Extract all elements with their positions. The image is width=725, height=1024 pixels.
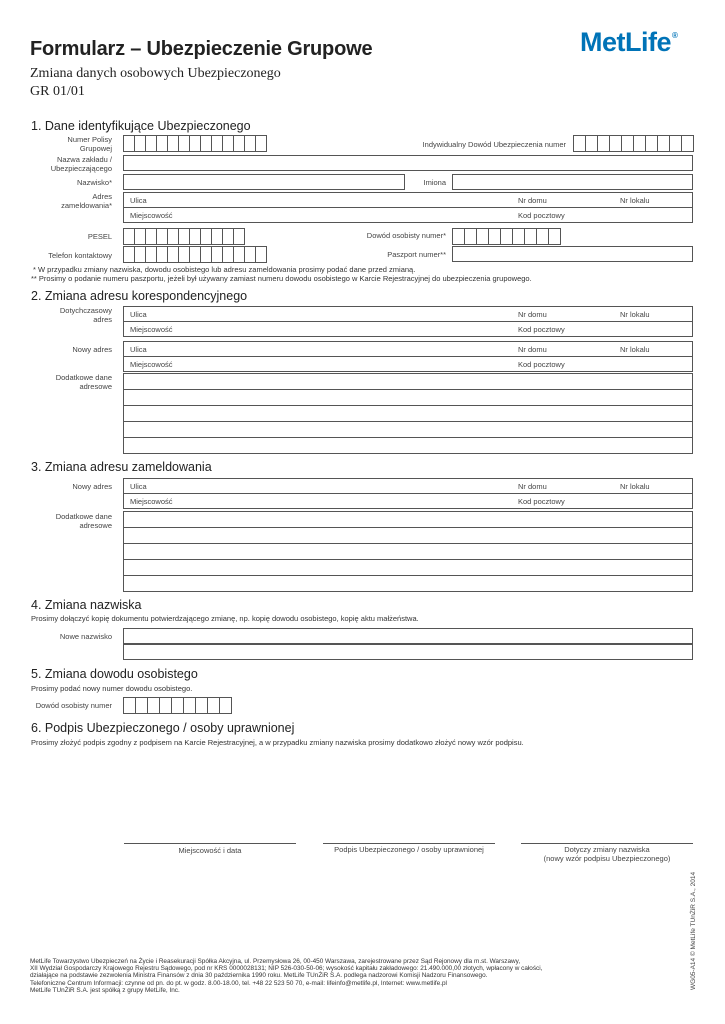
footer-line: XII Wydział Gospodarczy Krajowego Rejestru Sądowego, pod nr KRS 0000028131; NIP 526-030-50-06; wysokość kapitału zakładowego: 21.490.000,00 złotych, wpłacony w całości, [30,965,543,973]
extra-address-row[interactable] [123,527,693,544]
city-row[interactable] [123,356,693,372]
phone-cell[interactable] [255,246,267,263]
section3-heading: 3. Zmiana adresu zameldowania [31,460,212,474]
city-row[interactable] [123,321,693,337]
insured-signature-line[interactable] [323,843,495,844]
footer-line: MetLife TUnŻiR S.A. jest spółką z grupy MetLife, Inc. [30,986,180,994]
house-number-label: Nr domu [518,196,547,205]
registered-address-label [30,192,112,210]
city-row[interactable] [123,493,693,509]
note-2: ** Prosimy o podanie numeru paszportu, jeżeli był używany zamiast numeru dowodu osobistego w Karcie Rejestracyjnej do ubezpieczenia grupowego. [31,274,532,283]
policy-number-cell[interactable] [255,135,267,152]
section1-heading: 1. Dane identyfikujące Ubezpieczonego [31,119,251,133]
extra-address-row[interactable] [123,421,693,438]
section6-instruction: Prosimy złożyć podpis zgodny z podpisem na Karcie Rejestracyjnej, a w przypadku zmiany nazwiska prosimy dodatkowo złożyć nowy wzór podpisu. [31,738,524,747]
flat-number-label: Nr lokalu [620,482,650,491]
new-corr-address-label: Nowy adres [72,345,112,354]
section6-heading: 6. Podpis Ubezpieczonego / osoby uprawnionej [31,721,295,735]
page-subtitle [30,65,281,101]
label-line: adresowe [79,382,112,391]
extra-address-row[interactable] [123,511,693,528]
individual-id-label: Indywidualny Dowód Ubezpieczenia numer [422,140,566,149]
section2-heading: 2. Zmiana adresu korespondencyjnego [31,289,248,303]
postal-code-label: Kod pocztowy [518,325,565,334]
extra-address-row[interactable] [123,543,693,560]
city-label: Miejscowość [130,325,173,334]
section4-heading: 4. Zmiana nazwiska [31,598,142,612]
extra-address-row[interactable] [123,373,693,390]
section5-instruction: Prosimy podać nowy numer dowodu osobistego. [31,684,193,693]
logo-text: MetLife [580,27,671,57]
subtitle-line: Zmiana danych osobowych Ubezpieczonego [30,66,281,81]
extra-address-row[interactable] [123,405,693,422]
street-label: Ulica [130,345,147,354]
street-row[interactable] [123,306,693,322]
id-card-label: Dowód osobisty numer* [366,231,446,240]
page-title: Formularz – Ubezpieczenie Grupowe [30,38,373,60]
footer-line: MetLife Towarzystwo Ubezpieczeń na Życie i Reasekuracji Spółka Akcyjna, ul. Przemysłowa 26, 00-450 Warszawa, zarejestrowane przez Sąd Rejonowy dla m.st. Warszawy, [30,958,521,965]
company-name-field[interactable] [123,155,693,171]
label-line: Adres [92,192,112,201]
label-line: Grupowej [79,144,112,153]
logo-registered-mark: ® [672,31,678,40]
phone-label: Telefon kontaktowy [48,251,112,260]
flat-number-label: Nr lokalu [620,345,650,354]
new-surname-label: Nowe nazwisko [59,632,112,641]
street-label: Ulica [130,482,147,491]
city-row[interactable] [123,207,693,223]
insured-signature-label: Podpis Ubezpieczonego / osoby uprawnionej [334,845,484,854]
city-label: Miejscowość [130,360,173,369]
house-number-label: Nr domu [518,482,547,491]
new-id-label: Dowód osobisty numer [35,701,112,710]
label-line: Nazwa zakładu / [56,155,112,164]
surname-label: Nazwisko* [76,178,112,187]
new-signature-line[interactable] [521,843,693,844]
label-line: zameldowania* [61,201,112,210]
reg-extra-label [30,512,112,530]
postal-code-label: Kod pocztowy [518,497,565,506]
first-name-field[interactable] [452,174,693,190]
form-code: GR 01/01 [30,84,85,99]
passport-field[interactable] [452,246,693,262]
id-card-cell[interactable] [548,228,561,245]
city-label: Miejscowość [130,211,173,220]
street-row[interactable] [123,341,693,357]
label-line: Dotyczy zmiany nazwiska [564,845,650,854]
form-code-vertical: WG05-A14 © MetLife TUnŻiR S.A., 2014 [690,871,697,990]
house-number-label: Nr domu [518,310,547,319]
label-line: Dotychczasowy [59,306,112,315]
first-name-label: Imiona [423,178,446,187]
postal-code-label: Kod pocztowy [518,360,565,369]
label-line: Numer Polisy [67,135,112,144]
label-line: Dodatkowe dane [55,512,112,521]
extra-address-row[interactable] [123,575,693,592]
individual-id-cell[interactable] [681,135,694,152]
extra-address-row[interactable] [123,559,693,576]
new-surname-field-2[interactable] [123,644,693,660]
corr-extra-label [30,373,112,391]
street-label: Ulica [130,196,147,205]
metlife-logo [580,27,677,58]
flat-number-label: Nr lokalu [620,196,650,205]
city-label: Miejscowość [130,497,173,506]
postal-code-label: Kod pocztowy [518,211,565,220]
new-signature-label [521,845,693,863]
policy-number-label [30,135,112,153]
house-number-label: Nr domu [518,345,547,354]
label-line: adresowe [79,521,112,530]
street-label: Ulica [130,310,147,319]
company-label [30,155,112,173]
new-id-cell[interactable] [219,697,232,714]
new-reg-address-label: Nowy adres [72,482,112,491]
label-line: Dodatkowe dane [55,373,112,382]
extra-address-row[interactable] [123,389,693,406]
label-line: Ubezpieczającego [50,164,112,173]
place-date-label: Miejscowość i data [178,846,242,855]
extra-address-row[interactable] [123,437,693,454]
current-address-label [30,306,112,324]
label-line: adres [93,315,112,324]
label-line: (nowy wzór podpisu Ubezpieczonego) [543,854,671,863]
pesel-cell[interactable] [233,228,245,245]
pesel-label: PESEL [87,232,112,241]
note-1: * W przypadku zmiany nazwiska, dowodu osobistego lub adresu zameldowania prosimy podać dane przed zmianą. [33,265,416,274]
street-row[interactable] [123,478,693,494]
flat-number-label: Nr lokalu [620,310,650,319]
section5-heading: 5. Zmiana dowodu osobistego [31,667,198,681]
place-date-line[interactable] [124,843,296,844]
section4-instruction: Prosimy dołączyć kopię dokumentu potwierdzającego zmianę, np. kopię dowodu osobistego, kopię aktu małżeństwa. [31,614,419,623]
footer [30,958,630,994]
new-surname-field[interactable] [123,628,693,644]
footer-line: działające na podstawie zezwolenia Ministra Finansów z dnia 30 października 1990 roku. MetLife TUnŻiR S.A. podlega nadzorowi Komisji Nadzoru Finansowego. [30,972,488,980]
passport-label: Paszport numer** [387,250,446,259]
footer-line: Telefoniczne Centrum Informacji: czynne od pn. do pt. w godz. 8.00-18.00, tel. +48 22 523 50 70, e-mail: lifeinfo@metlife.pl, Internet: www.metlife.pl [30,979,447,987]
street-row[interactable] [123,192,693,208]
surname-field[interactable] [123,174,405,190]
